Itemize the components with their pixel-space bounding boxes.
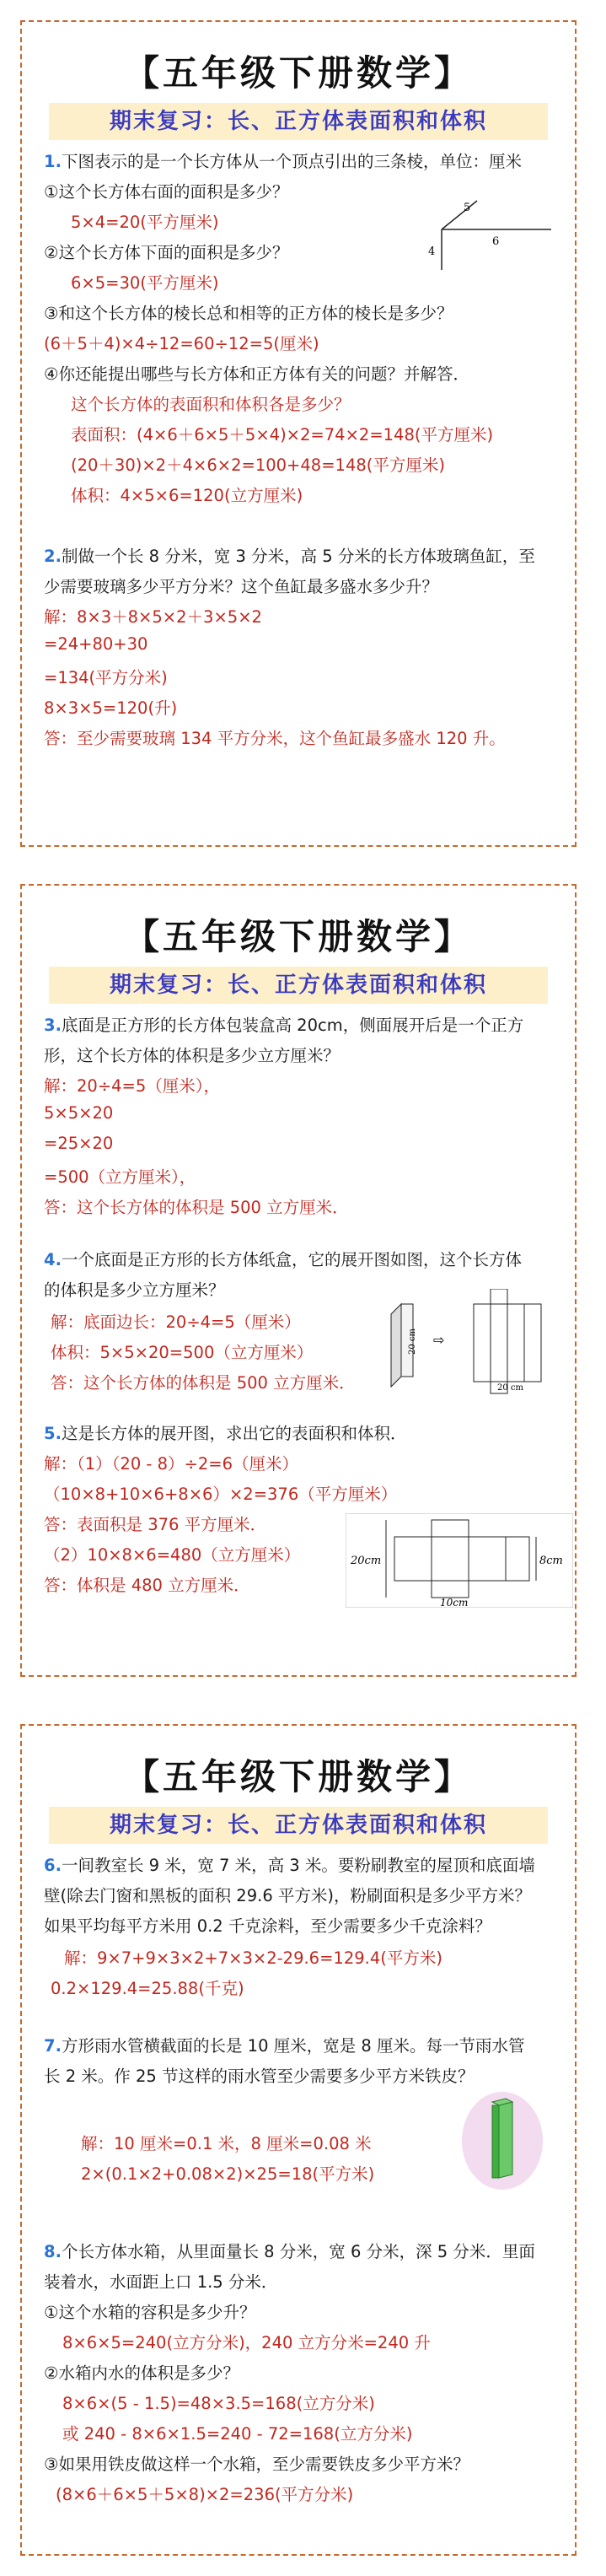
problem-2-line: 2.制做一个长 8 分米，宽 3 分米，高 5 分米的长方体玻璃鱼缸，至: [44, 547, 535, 566]
answer-line: 答：表面积是 376 平方厘米．: [44, 1515, 267, 1534]
text-line: ③和这个长方体的棱长总和相等的正方体的棱长是多少？: [44, 304, 453, 323]
answer-line: 0.2×129.4=25.88(千克): [51, 1979, 244, 1998]
answer-line: 8×3×5=120(升): [44, 698, 178, 718]
text-line: ①这个水箱的容积是多少升？: [44, 2303, 256, 2322]
answer-line: 解：（1）（20 - 8）÷2=6（厘米）: [44, 1454, 299, 1474]
answer-line: 答：体积是 480 立方厘米．: [44, 1576, 250, 1595]
height-label: 20cm: [351, 1555, 382, 1567]
worksheet-card-3: [20, 1724, 577, 2556]
edge-label-b: 6: [492, 235, 500, 248]
answer-line: 2×(0.1×2+0.08×2)×25=18(平方米): [81, 2164, 375, 2184]
problem-1-line: 1.下图表示的是一个长方体从一个顶点引出的三条棱，单位：厘米: [44, 152, 522, 171]
cuboid-edges-figure: [425, 182, 568, 275]
card-subtitle: 期末复习：长、正方体表面积和体积: [49, 1807, 548, 1844]
problem-3-line: 3.底面是正方形的长方体包装盒高 20cm，侧面展开后是一个正方: [44, 1016, 524, 1035]
text-line: ④你还能提出哪些与长方体和正方体有关的问题？并解答．: [44, 364, 469, 384]
bottom-length-label: 20 cm: [497, 1383, 523, 1393]
text-line: 长 2 米。作 25 节这样的雨水管至少需要多少平方米铁皮？: [44, 2067, 475, 2086]
text-line: 少需要玻璃多少平方分米？这个鱼缸最多盛水多少升？: [44, 577, 439, 596]
answer-line: 体积：5×5×20=500（立方厘米）: [51, 1343, 314, 1362]
edge-label-a: 5: [464, 202, 471, 214]
answer-line: 解：10 厘米=0.1 米，8 厘米=0.08 米: [81, 2134, 372, 2153]
problem-5-line: 5.这是长方体的展开图，求出它的表面积和体积．: [44, 1424, 407, 1443]
answer-line: 体积：4×5×6=120(立方厘米): [71, 486, 303, 505]
answer-line: 或 240 - 8×6×1.5=240 - 72=168(立方分米): [62, 2424, 413, 2444]
box-net-figure: [379, 1289, 570, 1395]
answer-line: 5×4=20(平方厘米): [71, 213, 219, 232]
answer-line: （10×8+10×6+8×6）×2=376（平方厘米）: [44, 1485, 398, 1504]
problem-7-line: 7.方形雨水管横截面的长是 10 厘米，宽是 8 厘米。每一节雨水管: [44, 2036, 525, 2056]
text-line: ②水箱内水的体积是多少？: [44, 2363, 239, 2383]
arrow-icon: ⇨: [433, 1332, 445, 1348]
answer-line: =25×20: [44, 1134, 114, 1153]
answer-line: 8×6×(5 - 1.5)=48×3.5=168(立方分米): [62, 2394, 375, 2413]
card-subtitle: 期末复习：长、正方体表面积和体积: [49, 103, 548, 140]
answer-line: 解：20÷4=5（厘米），: [44, 1076, 221, 1096]
answer-line: =500（立方厘米），: [44, 1167, 196, 1187]
card-subtitle: 期末复习：长、正方体表面积和体积: [49, 967, 548, 1004]
answer-line: (20＋30)×2＋4×6×2=100+48=148(平方厘米): [71, 455, 445, 475]
answer-line: =134(平方分米): [44, 668, 168, 687]
answer-line: 解：9×7+9×3×2+7×3×2-29.6=129.4(平方米): [64, 1948, 442, 1968]
answer-line: (6＋5＋4)×4÷12=60÷12=5(厘米): [44, 334, 319, 353]
text-line: 装着水，水面距上口 1.5 分米．: [44, 2272, 278, 2292]
card-title: 【五年级下册数学】: [123, 52, 473, 94]
answer-line: 6×5=30(平方厘米): [71, 273, 219, 293]
text-line: ①这个长方体右面的面积是多少？: [44, 182, 289, 202]
answer-line: 这个长方体的表面积和体积各是多少？: [71, 395, 351, 414]
card-title: 【五年级下册数学】: [123, 1756, 473, 1797]
answer-line: 解：底面边长：20÷4=5（厘米）: [51, 1312, 301, 1332]
text-line: ②这个长方体下面的面积是多少？: [44, 243, 289, 262]
depth-label: 8cm: [539, 1555, 563, 1567]
text-line: 壁(除去门窗和黑板的面积 29.6 平方米)，粉刷面积是多少平方米？: [44, 1886, 532, 1905]
text-line: ③如果用铁皮做这样一个水箱，至少需要铁皮多少平方米？: [44, 2455, 469, 2474]
text-line: 形，这个长方体的体积是多少立方厘米？: [44, 1046, 341, 1065]
answer-line: 表面积：(4×6＋6×5＋5×4)×2=74×2=148(平方厘米): [71, 425, 494, 445]
answer-line: 答：这个长方体的体积是 500 立方厘米．: [44, 1198, 349, 1217]
worksheet-card-1: [20, 20, 577, 847]
text-line: 的体积是多少立方厘米？: [44, 1280, 225, 1300]
answer-line: =24+80+30: [44, 634, 148, 654]
answer-line: 答：至少需要玻璃 134 平方分米，这个鱼缸最多盛水 120 升。: [44, 729, 506, 748]
cuboid-net-figure: [346, 1513, 573, 1608]
answer-line: 解：8×3＋8×5×2＋3×5×2: [44, 607, 262, 627]
answer-line: 5×5×20: [44, 1103, 114, 1123]
answer-line: （2）10×8×6=480（立方厘米）: [44, 1545, 301, 1565]
problem-8-line: 8.个长方体水箱，从里面量长 8 分米，宽 6 分米，深 5 分米．里面: [44, 2242, 535, 2261]
answer-line: 8×6×5=240(立方分米)，240 立方分米=240 升: [62, 2333, 431, 2352]
side-length-label: 20 cm: [408, 1328, 417, 1355]
text-line: 如果平均每平方米用 0.2 千克涂料，至少需要多少千克涂料？: [44, 1916, 491, 1936]
answer-line: 答：这个长方体的体积是 500 立方厘米．: [51, 1373, 356, 1393]
card-title: 【五年级下册数学】: [123, 916, 473, 957]
worksheet-card-2: [20, 884, 577, 1677]
problem-6-line: 6.一间教室长 9 米，宽 7 米，高 3 米。要粉刷教室的屋顶和底面墙: [44, 1856, 535, 1875]
problem-4-line: 4.一个底面是正方形的长方体纸盒，它的展开图如图，这个长方体: [44, 1250, 522, 1269]
edge-label-c: 4: [428, 245, 436, 258]
answer-line: (8×6＋6×5＋5×8)×2=236(平方分米): [56, 2485, 354, 2504]
rain-pipe-picture: [460, 2090, 544, 2191]
width-label: 10cm: [440, 1597, 469, 1608]
